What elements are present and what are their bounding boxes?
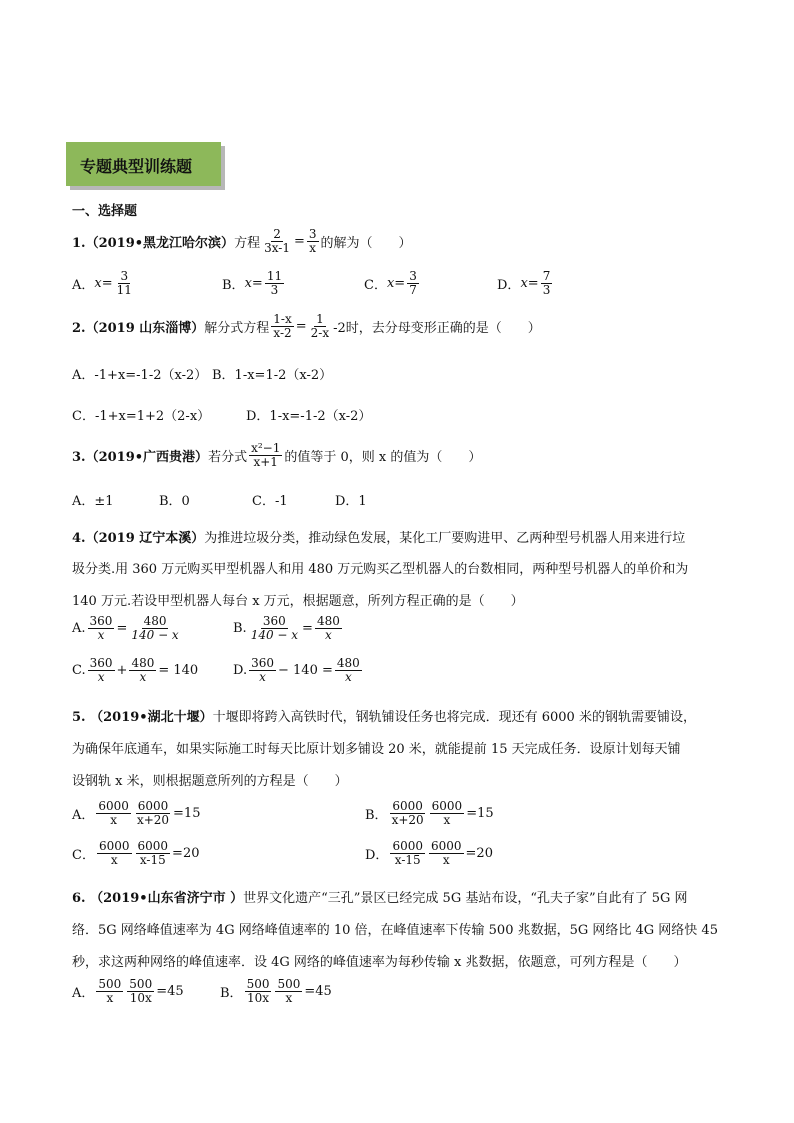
section-heading: 一、选择题 — [72, 204, 138, 219]
q5-label: 5. （2019•湖北十堰） — [72, 710, 213, 725]
q6-label: 6. （2019•山东省济宁市 ） — [72, 891, 244, 906]
q2-option-d: D．1-x=-1-2（x-2） — [246, 409, 372, 424]
q2-frac-2: $\frac{1}{2-x}$ — [310, 312, 330, 341]
q4-line-3: 140 万元.若设甲型机器人每台 x 万元，根据题意，所列方程正确的是（ ） — [72, 594, 524, 609]
question-2: 2.（2019 山东淄博） 解分式方程 $\frac{1-x}{x-2}$ = $\frac{1}{2-x}$ -2时，去分母变形正确的是（ ） — [72, 312, 541, 341]
q4-line-2: 圾分类.用 360 万元购买甲型机器人和用 480 万元购买乙型机器人的台数相同，两种型号机器人的单价和为 — [72, 562, 689, 577]
q4-label: 4.（2019 辽宁本溪） — [72, 531, 205, 546]
banner-title: 专题典型训练题 — [80, 157, 193, 176]
q3-option-c: C．-1 — [252, 494, 288, 509]
q6-line-2: 络．5G 网络峰值速率为 4G 网络峰值速率的 10 倍，在峰值速率下传输 500 兆数据，5G 网络比 4G 网络快 45 — [72, 923, 718, 938]
q6-line-3: 秒，求这两种网络的峰值速率．设 4G 网络的峰值速率为每秒传输 x 兆数据，依题意，可列方程是（ ） — [72, 955, 687, 970]
q4-option-d: D. $\frac{360}{x}$ − 140 = $\frac{480}{x}$ — [233, 656, 360, 685]
q6-option-a: A． $\frac{500}{x}$ $\frac{500}{10x}$ =45 — [72, 977, 184, 1006]
q3-label: 3.（2019•广西贵港） — [72, 450, 209, 466]
q1-option-b: B． x = $\frac{11}{3}$ — [222, 269, 283, 298]
q3-option-b: B．0 — [159, 494, 190, 509]
q1-frac-2: $\frac{3}{x}$ — [308, 227, 317, 256]
q5-line-1: 5. （2019•湖北十堰）十堰即将跨入高铁时代，钢轨铺设任务也将完成．现还有 6000 米的钢轨需要铺设， — [72, 710, 696, 725]
q4-line-1: 4.（2019 辽宁本溪）为推进垃圾分类，推动绿色发展，某化工厂要购进甲、乙两种型号机器人用来进行垃 — [72, 531, 686, 546]
q3-post: 的值等于 0，则 x 的值为（ ） — [284, 450, 482, 466]
q6-line-1: 6. （2019•山东省济宁市 ）世界文化遗产“三孔”景区已经完成 5G 基站布设，“孔夫子家”自此有了 5G 网 — [72, 891, 688, 906]
q2-option-a: A．-1+x=-1-2（x-2） — [72, 368, 208, 383]
q2-post: -2时，去分母变形正确的是（ ） — [333, 321, 541, 337]
q1-pre: 方程 — [234, 236, 261, 252]
q3-pre: 若分式 — [208, 450, 248, 466]
q6-option-b: B． $\frac{500}{10x}$ $\frac{500}{x}$ =45 — [220, 977, 332, 1006]
question-1 — [72, 228, 412, 255]
q2-label: 2.（2019 山东淄博） — [72, 321, 205, 337]
q1-frac-1: $\frac{2}{3x-1}$ — [264, 227, 290, 256]
q4-option-a: A. $\frac{360}{x}$ = $\frac{480}{140 - x}$ — [72, 614, 179, 643]
q1-option-a: A． x = $\frac{3}{11}$ — [72, 269, 132, 298]
q2-option-c: C．-1+x=1+2（2-x） — [72, 409, 211, 424]
question-3 — [72, 442, 481, 469]
q5-option-b: B． $\frac{6000}{x+20}$ $\frac{6000}{x}$ =15 — [365, 799, 494, 828]
q5-option-d: D． $\frac{6000}{x-15}$ $\frac{6000}{x}$ =20 — [365, 839, 493, 868]
q2-frac-1: $\frac{1-x}{x-2}$ — [273, 312, 292, 341]
q4-option-b: B. $\frac{360}{140 - x}$ = $\frac{480}{x}$ — [233, 614, 340, 643]
q5-option-c: C． $\frac{6000}{x}$ $\frac{6000}{x-15}$ =20 — [72, 839, 200, 868]
q5-line-3: 设钢轨 x 米，则根据题意所列的方程是（ ） — [72, 774, 348, 789]
q3-option-a: A．±1 — [72, 494, 114, 509]
q5-line-2: 为确保年底通车，如果实际施工时每天比原计划多铺设 20 米，就能提前 15 天完成任务．设原计划每天铺 — [72, 742, 681, 757]
q2-option-b: B．1-x=1-2（x-2） — [212, 368, 333, 383]
q1-option-c: C． x = $\frac{3}{7}$ — [364, 269, 417, 298]
q3-option-d: D．1 — [335, 494, 367, 509]
q1-option-d: D． x = $\frac{7}{3}$ — [497, 269, 551, 298]
q3-frac: $\frac{\text{x²−1}}{x+1}$ — [251, 441, 281, 470]
q1-label: 1.（2019•黑龙江哈尔滨） — [72, 236, 235, 252]
q4-option-c: C. $\frac{360}{x}$ + $\frac{480}{x}$ = 140 — [72, 656, 199, 685]
q5-option-a: A． $\frac{6000}{x}$ $\frac{6000}{x+20}$ =15 — [72, 799, 201, 828]
section-banner — [66, 142, 221, 186]
q2-pre: 解分式方程 — [204, 321, 270, 337]
q1-eq: = — [293, 234, 305, 250]
q1-post: 的解为（ ） — [320, 236, 412, 252]
